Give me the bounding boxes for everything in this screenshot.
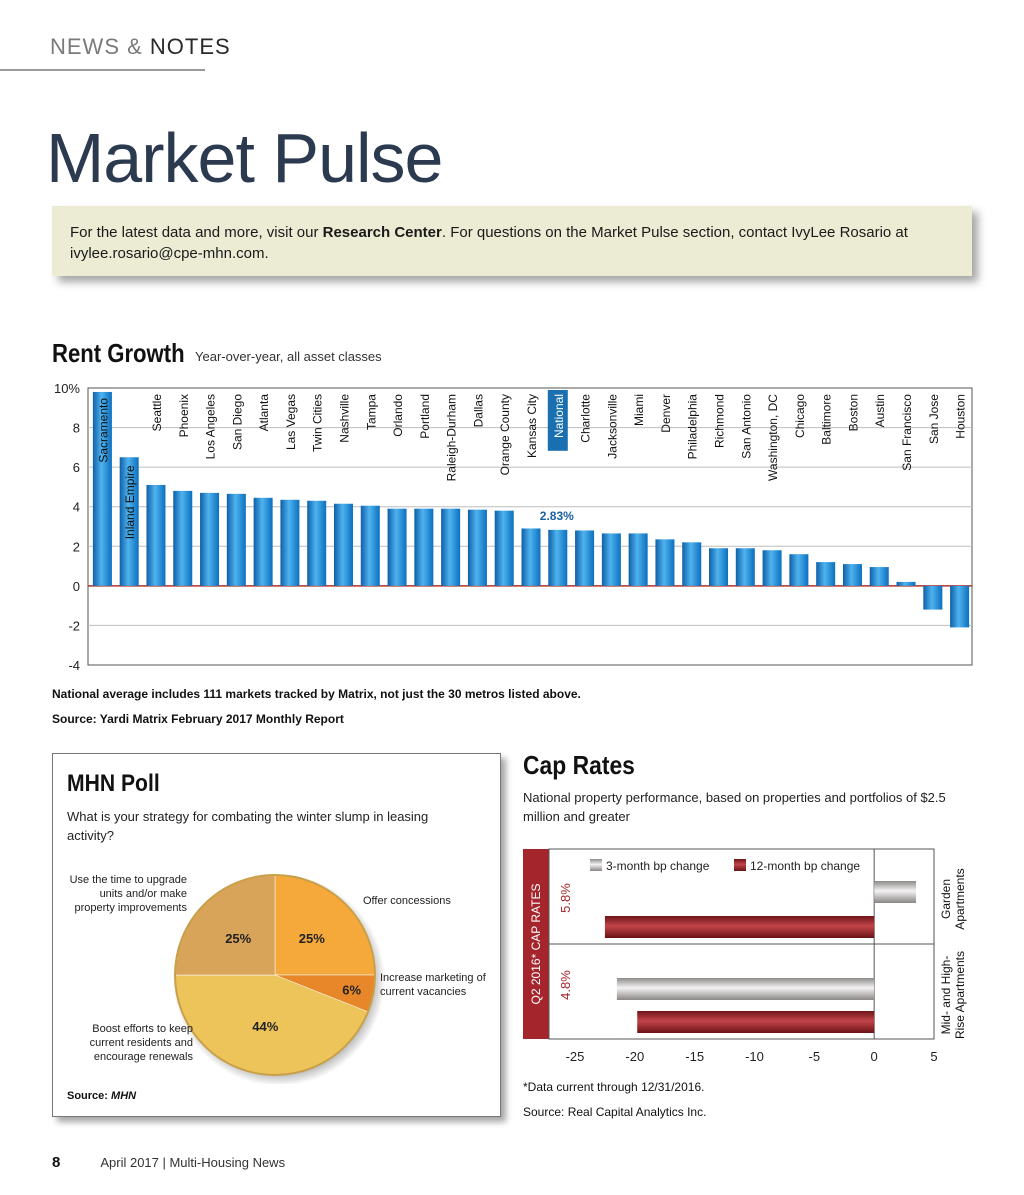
category-label: San Francisco: [900, 394, 915, 471]
cap-x-tick-label: -5: [808, 1049, 821, 1064]
cap-rate-label: 5.8%: [558, 883, 573, 913]
rent-growth-source: Source: Yardi Matrix February 2017 Monthly Report: [52, 712, 344, 726]
category-label: Philadelphia: [685, 394, 700, 460]
y-tick-label: 6: [72, 460, 80, 476]
cap-rates-title: Cap Rates: [523, 750, 635, 780]
cap-x-tick-label: -20: [625, 1049, 645, 1064]
issue-label: April 2017 | Multi-Housing News: [100, 1155, 286, 1170]
bar-national: [548, 530, 567, 586]
category-label: Boston: [846, 394, 861, 432]
cap-bar: [874, 881, 916, 903]
category-label: Twin Cities: [310, 394, 325, 453]
header-rule: [0, 69, 205, 71]
bar-boston: [843, 564, 862, 586]
category-label: San Antonio: [739, 394, 754, 459]
bar-kansas-city: [522, 528, 541, 585]
category-label: Charlotte: [578, 394, 593, 443]
cap-rates-subtitle: National property performance, based on properties and portfolios of $2.5 million and greater: [523, 790, 946, 824]
poll-box: [52, 753, 501, 1117]
info-text-a: For the latest data and more, visit our: [70, 224, 323, 241]
poll-question: What is your strategy for combating the winter slump in leasing activity?: [67, 809, 429, 843]
cap-rate-label: 4.8%: [558, 970, 573, 1000]
legend-label: 12-month bp change: [750, 859, 861, 873]
bar-portland: [414, 509, 433, 586]
bar-las-vegas: [280, 500, 299, 586]
category-label: Richmond: [712, 394, 727, 449]
category-label: Raleigh-Durham: [444, 394, 459, 482]
category-label: Miami: [632, 394, 647, 426]
y-tick-label: -4: [68, 658, 80, 673]
bar-houston: [950, 586, 969, 628]
legend-label: 3-month bp change: [606, 859, 710, 873]
pie-slice: [275, 875, 375, 975]
bar-dallas: [468, 510, 487, 586]
bar-philadelphia: [682, 542, 701, 586]
bar-washington-dc: [763, 550, 782, 586]
bar-atlanta: [254, 498, 273, 586]
bar-seattle: [146, 485, 165, 586]
legend-swatch: [590, 859, 602, 871]
pie-slice-label: Offer concessions: [363, 895, 451, 907]
y-tick-label: 8: [72, 420, 80, 436]
bar-san-diego: [227, 494, 246, 586]
pie-slice-label: Boost efforts to keep current residents and encourage renewals: [89, 1023, 193, 1063]
bar-twin-cities: [307, 501, 326, 586]
section-label-a: NEWS &: [50, 34, 143, 59]
category-label: Kansas City: [525, 394, 539, 459]
poll-source-label: Source:: [67, 1090, 108, 1102]
pie-slice-label: Increase marketing of current vacancies: [380, 972, 486, 998]
category-label: Austin: [873, 394, 888, 428]
category-label: Jacksonville: [605, 394, 620, 459]
research-center-link[interactable]: Research Center: [322, 224, 442, 241]
cap-side-label: Q2 2016* CAP RATES: [529, 883, 543, 1005]
bar-raleigh-durham: [441, 509, 460, 586]
cap-bar: [617, 978, 874, 1000]
category-label: Nashville: [337, 394, 352, 443]
bar-jacksonville: [602, 533, 621, 585]
footer: [52, 1154, 285, 1171]
cap-rates-chart: [520, 843, 980, 1075]
cap-x-tick-label: 5: [930, 1049, 938, 1064]
bar-charlotte: [575, 530, 594, 585]
section-header: [50, 34, 231, 60]
bar-phoenix: [173, 491, 192, 586]
info-text-b: . For questions on the Market Pulse section, contact IvyLee Rosario at ivylee.rosario@cpe-mhn.com.: [70, 224, 908, 262]
category-label: Chicago: [792, 394, 807, 439]
category-label: Los Angeles: [203, 394, 218, 460]
cap-x-tick-label: -25: [565, 1049, 585, 1064]
category-label: Orange County: [498, 394, 513, 476]
bar-tampa: [361, 506, 380, 586]
rent-growth-chart: [0, 370, 1024, 680]
poll-pie-chart: [53, 854, 500, 1084]
category-label: Portland: [417, 394, 432, 439]
bar-denver: [655, 539, 674, 585]
category-label: Inland Empire: [123, 465, 138, 540]
poll-source-name: MHN: [111, 1090, 137, 1102]
category-label: Orlando: [391, 394, 406, 437]
category-label: Denver: [658, 394, 673, 433]
bar-richmond: [709, 548, 728, 586]
section-label-b: NOTES: [149, 34, 231, 59]
pie-slice-label: Use the time to upgrade units and/or make property improvements: [69, 874, 187, 914]
bar-austin: [870, 567, 889, 586]
bar-los-angeles: [200, 493, 219, 586]
poll-source: [67, 1090, 136, 1102]
category-label: Las Vegas: [283, 394, 298, 451]
national-value-label: 2.83%: [539, 508, 574, 523]
pie-slice-value: 25%: [298, 931, 325, 947]
cap-x-tick-label: 0: [870, 1049, 878, 1064]
poll-title: MHN Poll: [67, 770, 160, 797]
category-label: Tampa: [364, 394, 379, 431]
y-tick-label: -2: [68, 618, 80, 634]
page-number: 8: [52, 1154, 61, 1171]
category-label: Washington, DC: [766, 394, 781, 481]
category-label: Baltimore: [819, 394, 834, 445]
bar-san-antonio: [736, 548, 755, 586]
cap-group-label: GardenApartments: [939, 868, 967, 930]
bar-baltimore: [816, 562, 835, 586]
cap-group-label: Mid- and High-Rise Apartments: [939, 950, 967, 1040]
cap-bar: [605, 916, 874, 938]
bar-orlando: [388, 509, 407, 586]
legend-swatch: [734, 859, 746, 871]
bar-miami: [629, 533, 648, 585]
pie-slice: [175, 875, 275, 975]
cap-bar: [637, 1011, 874, 1033]
pie-slice-value: 25%: [225, 931, 252, 947]
rent-growth-title: Rent Growth: [52, 338, 185, 368]
category-label: Seattle: [149, 394, 164, 432]
bar-orange-county: [495, 511, 514, 586]
info-text: [52, 206, 972, 280]
category-label: Sacramento: [96, 397, 111, 463]
pie-slice-value: 44%: [252, 1019, 279, 1035]
bar-san-jose: [923, 586, 942, 610]
category-label: Atlanta: [257, 394, 272, 432]
bar-san-francisco: [897, 582, 916, 586]
category-label: National: [551, 394, 566, 439]
category-label: Houston: [953, 394, 968, 439]
category-label: San Jose: [926, 394, 941, 445]
category-label: Dallas: [471, 394, 486, 428]
category-label: San Diego: [230, 394, 245, 451]
y-tick-label: 2: [72, 539, 80, 555]
cap-x-tick-label: -10: [745, 1049, 764, 1064]
rent-growth-subtitle: Year-over-year, all asset classes: [195, 349, 382, 364]
category-label: Phoenix: [176, 394, 191, 438]
bar-chicago: [789, 554, 808, 586]
bar-nashville: [334, 504, 353, 586]
cap-x-tick-label: -15: [685, 1049, 705, 1064]
info-box: [52, 206, 972, 276]
page-title: Market Pulse: [46, 119, 443, 197]
pie-slice-value: 6%: [342, 982, 362, 998]
cap-rates-footnote: *Data current through 12/31/2016.: [523, 1080, 705, 1094]
cap-rates-source: Source: Real Capital Analytics Inc.: [523, 1105, 707, 1119]
y-tick-label: 10%: [53, 381, 80, 396]
y-tick-label: 4: [72, 499, 80, 515]
rent-growth-note: National average includes 111 markets tracked by Matrix, not just the 30 metros listed above.: [52, 687, 581, 701]
y-tick-label: 0: [72, 578, 80, 594]
